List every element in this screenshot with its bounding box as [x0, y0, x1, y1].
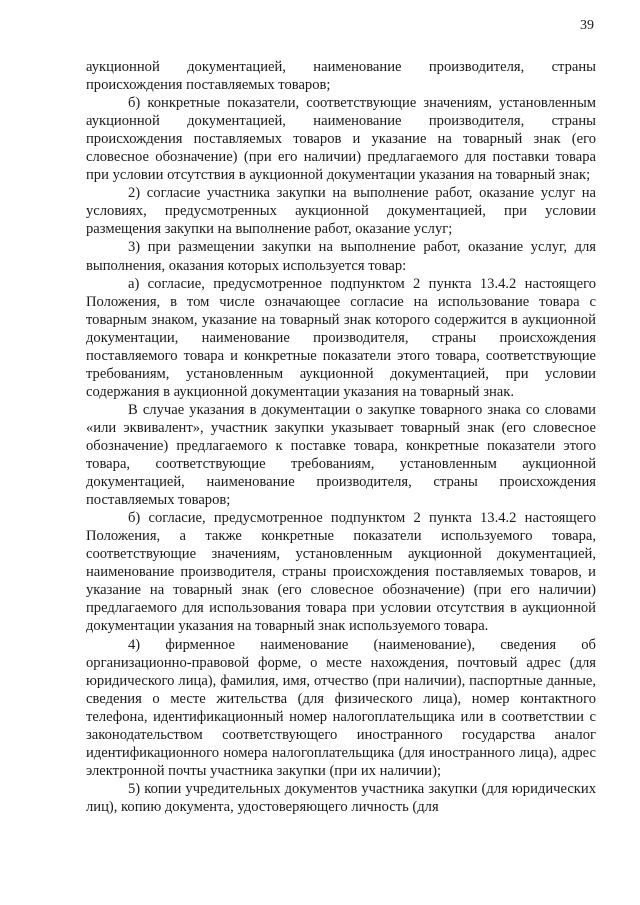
paragraph: аукционной документацией, наименование производителя, страны происхождения поставляемых товаров;	[86, 59, 596, 94]
paragraph: 3) при размещении закупки на выполнение работ, оказание услуг, для выполнения, оказания которых используется товар:	[86, 239, 596, 274]
paragraph: б) согласие, предусмотренное подпунктом 2 пункта 13.4.2 настоящего Положения, а также конкретные показатели используемого товара, соответствующие значениям, установленным аукционной документацией, наименование производителя, страны происхождения поставляемых товаров, и указание на товарный знак (его словесное обозначение) (при его наличии) предлагаемого для использования товара при условии отсутствия в аукционной документации указания на товарный знак используемого товара.	[86, 510, 596, 635]
paragraph: 2) согласие участника закупки на выполнение работ, оказание услуг на условиях, предусмотренных аукционной документацией, при условии размещения закупки на выполнение работ, оказание услуг;	[86, 185, 596, 238]
paragraph: 5) копии учредительных документов участника закупки (для юридических лиц), копию документа, удостоверяющего личность (для	[86, 780, 596, 815]
paragraph: а) согласие, предусмотренное подпунктом 2 пункта 13.4.2 настоящего Положения, в том числе означающее согласие на использование товара с товарным знаком, указание на товарный знак которого содержится в аукционной документации, наименование производителя, страны происхождения поставляемого товара и конкретные показатели этого товара, соответствующие требованиям, установленным аукционной документацией, при условии содержания в аукционной документации указания на товарный знак.	[86, 275, 596, 400]
paragraph: б) конкретные показатели, соответствующие значениям, установленным аукционной документацией, наименование производителя, страны происхождения поставляемых товаров и указание на товарный знак (его словесное обозначение) (при его наличии) предлагаемого для поставки товара при условии отсутствия в аукционной документации указания на товарный знак;	[86, 95, 596, 184]
paragraph: В случае указания в документации о закупке товарного знака со словами «или эквивалент», участник закупки указывает товарный знак (его словесное обозначение) предлагаемого к поставке товара, конкретные показатели этого товара, соответствующие требованиям, установленным аукционной документацией, наименование производителя, страны происхождения поставляемых товаров;	[86, 401, 596, 509]
body-text	[86, 58, 596, 816]
paragraph: 4) фирменное наименование (наименование), сведения об организационно-правовой форме, о месте нахождения, почтовый адрес (для юридического лица), фамилия, имя, отчество (при наличии), паспортные данные, сведения о месте жительства (для физического лица), номер контактного телефона, идентификационный номер налогоплательщика или в соответствии с законодательством соответствующего иностранного государства аналог идентификационного номера налогоплательщика (для иностранного лица), адрес электронной почты участника закупки (при их наличии);	[86, 636, 596, 779]
page-number: 39	[580, 18, 594, 33]
